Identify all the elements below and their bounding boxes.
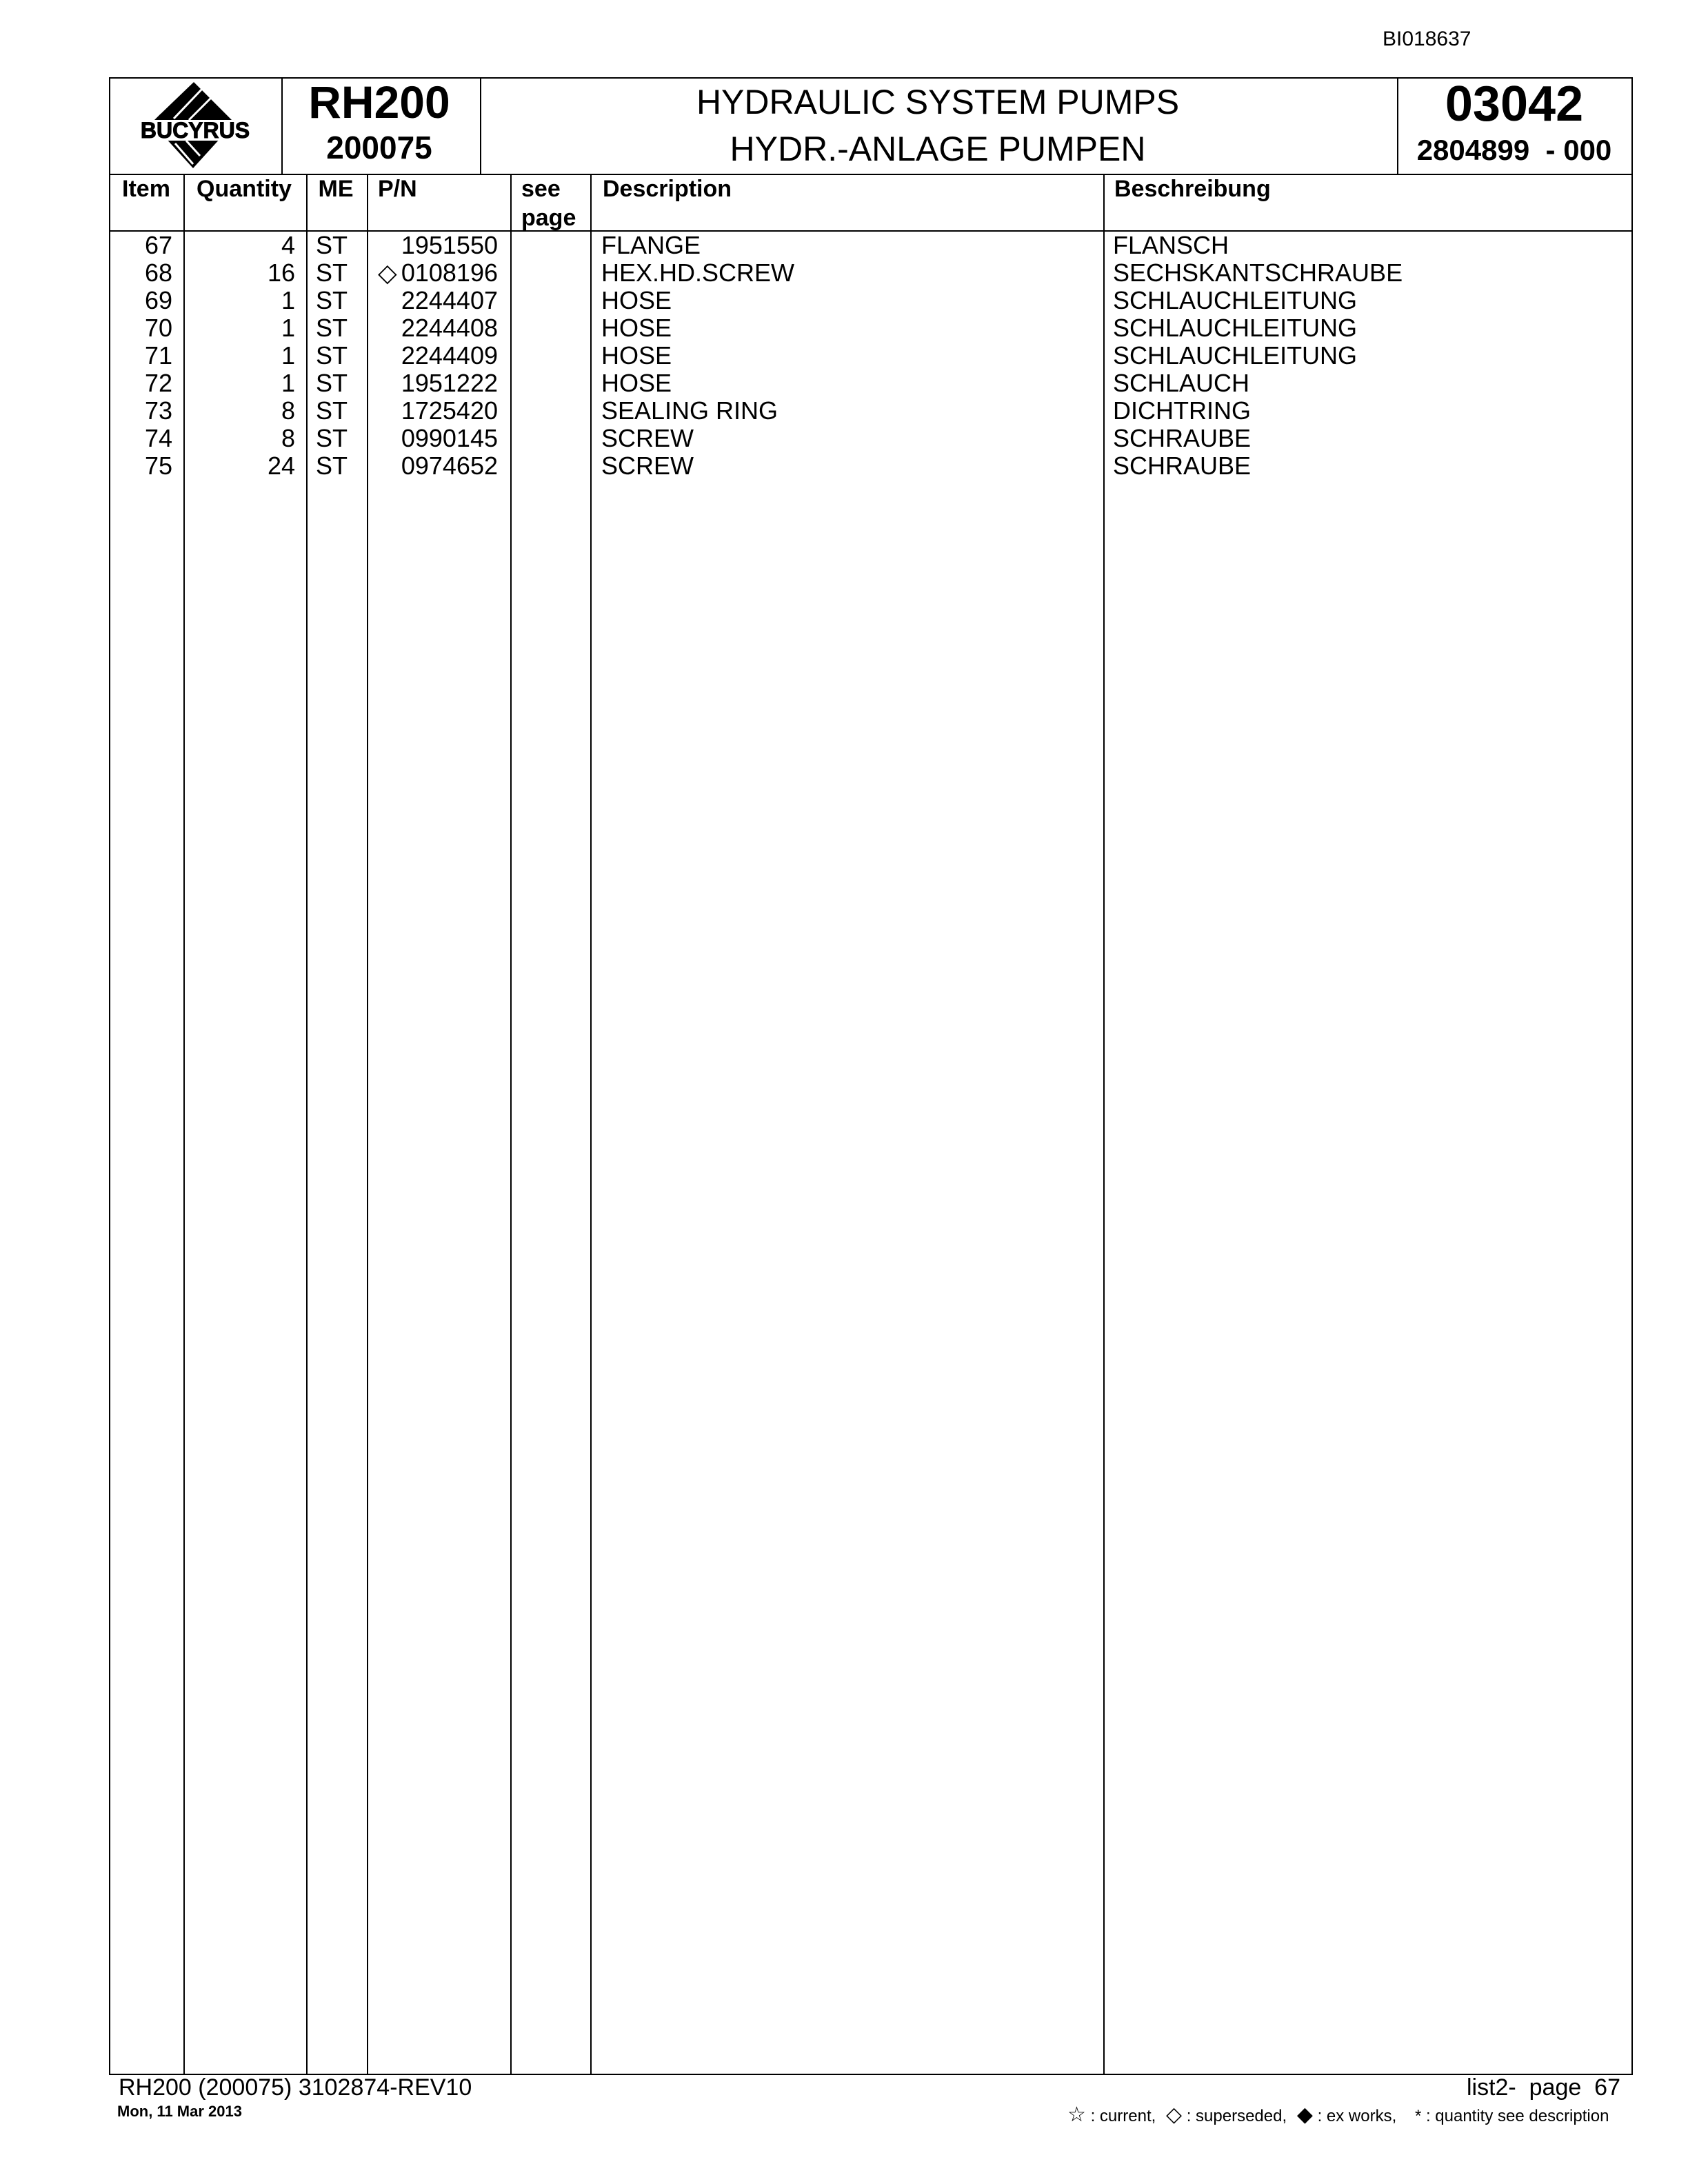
row-description: SEALING RING (601, 396, 778, 425)
title-english: HYDRAULIC SYSTEM PUMPS (696, 83, 1180, 121)
diamond-filled-icon: ◆ (1296, 2103, 1313, 2126)
row-item: 69 (144, 286, 172, 314)
row-part-number: 1725420 (401, 396, 498, 425)
row-beschreibung: SECHSKANTSCHRAUBE (1113, 259, 1403, 287)
row-part-number: 2244409 (401, 341, 498, 370)
row-part-number: 0974652 (401, 452, 498, 480)
row-beschreibung: SCHRAUBE (1113, 452, 1252, 480)
bucyrus-logo (112, 79, 277, 171)
row-part-number: 0108196 (401, 259, 498, 287)
legend: ☆ : current, ◇ : superseded, ◆ : ex works, * : quantity see description (1067, 2103, 1609, 2126)
row-beschreibung: SCHLAUCH (1113, 369, 1250, 397)
row-part-number: 0990145 (401, 424, 498, 452)
row-quantity: 4 (281, 231, 295, 259)
col-header-page: page (521, 205, 576, 231)
footer-date: Mon, 11 Mar 2013 (117, 2103, 242, 2120)
row-item: 68 (144, 259, 172, 287)
superseded-marker-icon: ◇ (378, 259, 397, 287)
serial-number: 200075 (326, 130, 432, 165)
row-me: ST (316, 231, 348, 259)
row-item: 70 (144, 314, 172, 342)
row-item: 71 (144, 341, 172, 370)
col-header-item: Item (122, 176, 170, 202)
row-item: 73 (144, 396, 172, 425)
row-beschreibung: SCHLAUCHLEITUNG (1113, 341, 1358, 370)
row-quantity: 8 (281, 396, 295, 425)
col-header-see: see (521, 176, 561, 202)
model-number: RH200 (308, 77, 450, 128)
star-icon: ☆ (1067, 2103, 1086, 2126)
col-header-description: Description (603, 176, 732, 202)
title-german: HYDR.-ANLAGE PUMPEN (730, 130, 1146, 168)
row-me: ST (316, 424, 348, 452)
row-me: ST (316, 259, 348, 287)
row-quantity: 1 (281, 369, 295, 397)
row-beschreibung: SCHLAUCHLEITUNG (1113, 314, 1358, 342)
col-header-beschreibung: Beschreibung (1114, 176, 1271, 202)
diamond-outline-icon: ◇ (1165, 2103, 1183, 2126)
svg-text:BUCYRUS: BUCYRUS (140, 118, 250, 143)
group-number: 03042 (1445, 77, 1584, 132)
row-beschreibung: FLANSCH (1113, 231, 1229, 259)
row-part-number: 1951550 (401, 231, 498, 259)
row-description: HEX.HD.SCREW (601, 259, 795, 287)
row-me: ST (316, 452, 348, 480)
row-description: SCREW (601, 424, 694, 452)
row-description: SCREW (601, 452, 694, 480)
row-beschreibung: DICHTRING (1113, 396, 1251, 425)
row-quantity: 1 (281, 314, 295, 342)
row-quantity: 8 (281, 424, 295, 452)
row-part-number: 2244407 (401, 286, 498, 314)
row-part-number: 1951222 (401, 369, 498, 397)
row-description: HOSE (601, 286, 672, 314)
row-quantity: 24 (267, 452, 295, 480)
row-me: ST (316, 286, 348, 314)
row-quantity: 1 (281, 286, 295, 314)
row-beschreibung: SCHRAUBE (1113, 424, 1252, 452)
row-description: HOSE (601, 314, 672, 342)
row-quantity: 16 (267, 259, 295, 287)
footer-page: list2- page 67 (1466, 2074, 1620, 2101)
col-header-quantity: Quantity (197, 176, 292, 202)
row-description: FLANGE (601, 231, 701, 259)
row-me: ST (316, 314, 348, 342)
row-item: 74 (144, 424, 172, 452)
col-header-pn: P/N (378, 176, 417, 202)
row-beschreibung: SCHLAUCHLEITUNG (1113, 286, 1358, 314)
document-id: BI018637 (1383, 28, 1471, 50)
row-me: ST (316, 341, 348, 370)
row-me: ST (316, 396, 348, 425)
part-number: 2804899 - 000 (1416, 134, 1612, 166)
row-item: 72 (144, 369, 172, 397)
row-description: HOSE (601, 369, 672, 397)
row-item: 75 (144, 452, 172, 480)
row-part-number: 2244408 (401, 314, 498, 342)
col-header-me: ME (318, 176, 354, 202)
row-quantity: 1 (281, 341, 295, 370)
row-item: 67 (144, 231, 172, 259)
row-description: HOSE (601, 341, 672, 370)
row-me: ST (316, 369, 348, 397)
footer-reference: RH200 (200075) 3102874-REV10 (119, 2074, 472, 2101)
